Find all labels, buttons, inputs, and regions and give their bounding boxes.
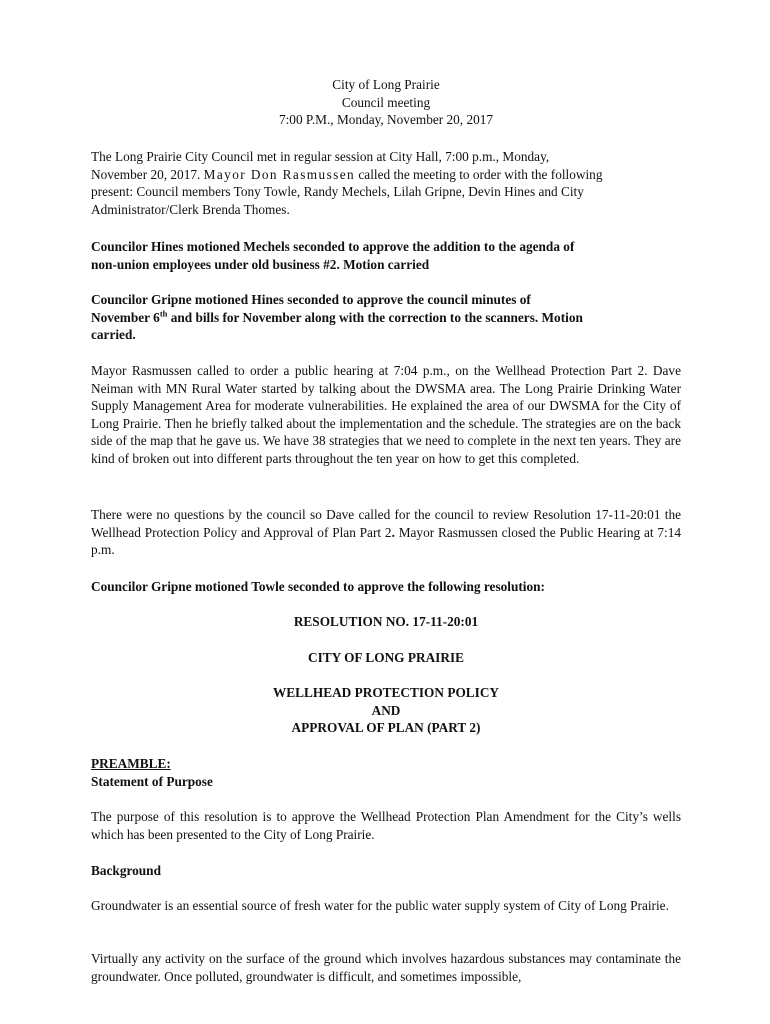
header-meeting: Council meeting: [341, 94, 431, 110]
background-paragraph-2: Virtually any activity on the surface of the ground which involves hazardous substances may contaminate the groundwater. Once polluted, groundwater is difficult, and sometimes impossible,: [91, 951, 681, 984]
motion-minutes-rest: and bills for November along with the correction to the scanners. Motion: [167, 309, 583, 325]
motion-minutes-line-2: [91, 309, 681, 327]
header-datetime: 7:00 P.M., Monday, November 20, 2017: [278, 112, 494, 128]
motion-minutes-line-1: Councilor Gripne motioned Hines seconded to approve the council minutes of: [91, 292, 531, 307]
motion-resolution: [91, 578, 681, 596]
statement-of-purpose-heading: Statement of Purpose: [91, 773, 213, 789]
public-hearing-paragraph: Mayor Rasmussen called to order a public hearing at 7:04 p.m., on the Wellhead Protection Part 2. Dave Neiman with MN Rural Water started by talking about the DWSMA area. The Long Prairie Drinking Water Supply Management Area for moderate vulnerabilities. He explained the area of our DWSMA for the City of Long Prairie. Then he briefly talked about the implementation and the schedule. The strategies are on the back side of the map that he gave us. We have 38 strategies that we need to complete in the next ten years. They are kind of broken out into different parts throughout the ten year on how to get this completed.: [91, 363, 681, 466]
motion-resolution-line: Councilor Gripne motioned Towle seconded to approve the following resolution:: [91, 579, 545, 594]
resolution-title-line-2: AND: [371, 702, 401, 718]
resolution-city: [91, 649, 681, 667]
background-paragraph-1: Groundwater is an essential source of fresh water for the public water supply system of City of Long Prairie.: [91, 898, 669, 913]
questions-rest: Mayor Rasmussen closed the Public Hearing at 7:14 p.m.: [91, 524, 682, 558]
motion-agenda-line-2: non-union employees under old business #2. Motion carried: [91, 256, 430, 272]
intro-paragraph: [91, 148, 681, 218]
resolution-title: [91, 684, 681, 737]
intro-line-1: The Long Prairie City Council met in regular session at City Hall, 7:00 p.m., Monday,: [91, 149, 550, 164]
resolution-title-line-1: WELLHEAD PROTECTION POLICY: [272, 685, 500, 700]
purpose-paragraph: The purpose of this resolution is to approve the Wellhead Protection Plan Amendment for the City’s wells which has been presented to the City of Long Prairie.: [91, 809, 681, 842]
intro-line-3: present: Council members Tony Towle, Randy Mechels, Lilah Gripne, Devin Hines and City: [91, 184, 584, 200]
motion-agenda-line-1: Councilor Hines motioned Mechels seconded to approve the addition to the agenda of: [91, 239, 575, 254]
resolution-city-text: CITY OF LONG PRAIRIE: [307, 650, 464, 665]
intro-line-2: [91, 166, 681, 184]
questions-period: .: [391, 524, 395, 540]
intro-called: called the meeting to order with the following: [358, 166, 603, 182]
questions-paragraph: [91, 506, 681, 559]
intro-date: November 20, 2017.: [91, 166, 201, 182]
motion-minutes-date: November 6: [91, 309, 160, 325]
motion-agenda: [91, 238, 681, 273]
header-city: City of Long Prairie: [332, 77, 440, 92]
intro-line-4: Administrator/Clerk Brenda Thomes.: [91, 201, 290, 217]
resolution-number-text: RESOLUTION NO. 17-11-20:01: [293, 614, 479, 629]
intro-mayor: Mayor Don Rasmussen: [203, 166, 356, 182]
questions-text: There were no questions by the council so Dave called for the council to review Resolution 17-11-20:01 the Wellhead Protection Policy and Approval of Plan Part 2: [91, 507, 681, 540]
motion-minutes: [91, 291, 681, 344]
preamble-heading: PREAMBLE:: [91, 756, 171, 771]
motion-minutes-line-3: carried.: [91, 327, 136, 343]
ordinal-suffix: th: [159, 308, 168, 319]
resolution-title-line-3: APPROVAL OF PLAN (PART 2): [291, 720, 481, 736]
background-heading-text: Background: [91, 863, 161, 878]
meeting-header: [91, 76, 681, 129]
background-heading: [91, 862, 681, 880]
resolution-number: [91, 613, 681, 631]
preamble-section: [91, 755, 681, 790]
